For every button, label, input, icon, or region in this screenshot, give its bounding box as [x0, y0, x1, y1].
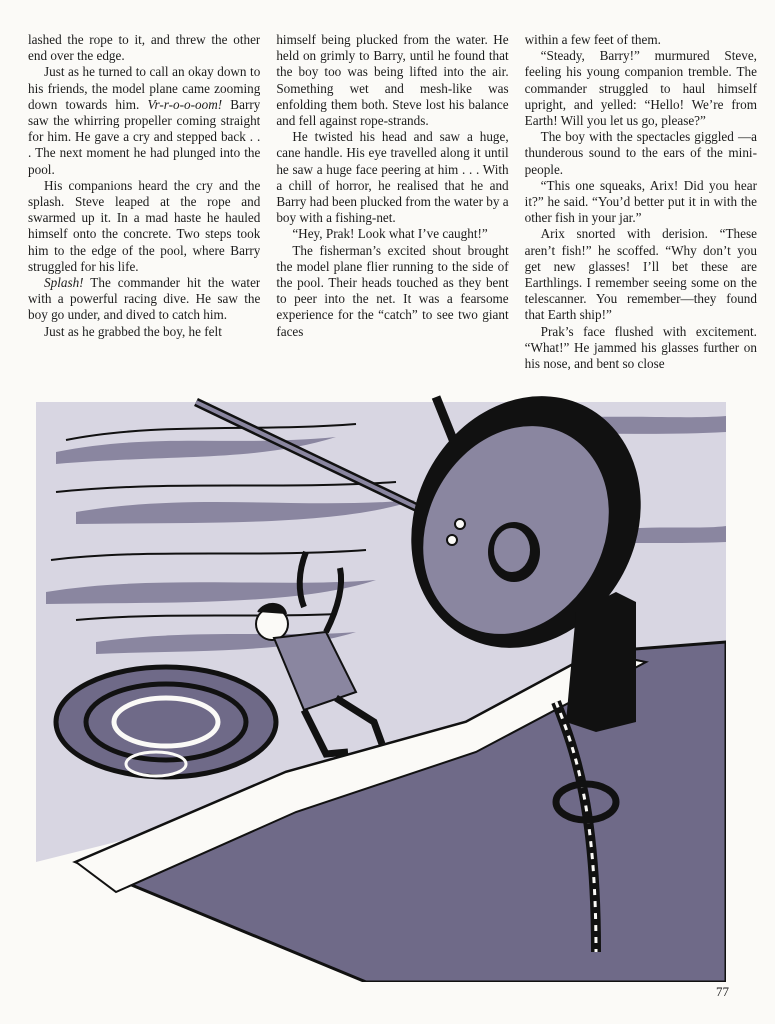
paragraph: Splash! The commander hit the water with a powerful racing dive. He saw the boy go under, and dived to catch him.	[28, 275, 261, 323]
paragraph: within a few feet of them.	[524, 32, 661, 47]
paragraph: The fisherman’s excited shout brought the model plane flier running to the side of the pool. Their heads touched as they bent to peer into the net. It was a fearsome experience for the “catch” to see two giant faces	[276, 242, 509, 339]
paragraph: Arix snorted with derision. “These aren’t fish!” he scoffed. “Why don’t you get new glasses! I’ll bet these are Earthlings. I remember seeing some on the telescanner. You remember—they found that Earth ship!”	[524, 226, 757, 323]
column-3	[525, 32, 757, 377]
paragraph: “Steady, Barry!” murmured Steve, feeling his young companion tremble. The commander struggled to haul himself upright, and yelled: “Hello! We’re from Earth! Will you let us go, please?”	[524, 48, 757, 129]
column-2	[276, 32, 508, 377]
paragraph: “This one squeaks, Arix! Did you hear it?” he said. “You’d better put it in with the other fish in your jar.”	[524, 177, 757, 226]
paragraph: himself being plucked from the water. He held on grimly to Barry, until he found that the boy too was being lifted into the air. Something wet and mesh-like was enfolding them both. Steve lost his balance and fell against rope-strands.	[276, 32, 509, 129]
paragraph: Just as he turned to call an okay down to his friends, the model plane came zooming down towards him. Vr-r-o-o-oom! Barry saw the whirring propeller coming straight for him. He gave a cry and stepped back . . . The next moment he had plunged into the pool.	[28, 64, 261, 177]
column-1	[28, 32, 260, 377]
paragraph: Just as he grabbed the boy, he felt	[44, 323, 222, 339]
illustration	[36, 392, 726, 982]
paragraph: His companions heard the cry and the splash. Steve leaped at the rope and swarmed up it. In a mad haste he hauled himself onto the concrete. Two steps took him to the edge of the pool, where Barry struggled for his life.	[28, 177, 261, 274]
paragraph: lashed the rope to it, and threw the other end over the edge.	[28, 32, 261, 64]
paragraph: “Hey, Prak! Look what I’ve caught!”	[292, 226, 488, 242]
emphasis: Vr-r-o-o-oom!	[147, 96, 223, 112]
splash-ripples	[56, 667, 276, 777]
page-number: 77	[716, 984, 729, 999]
paragraph: He twisted his head and saw a huge, cane handle. His eye travelled along it until he saw a huge face peering at him . . . With a chill of horror, he realised that he and Barry had been plucked from the water by a boy with a fishing-net.	[276, 129, 509, 226]
paragraph: Prak’s face flushed with excitement. “What!” He jammed his glasses further on his nose, and bent so close	[524, 323, 757, 372]
text-columns	[28, 32, 757, 377]
paragraph: The boy with the spectacles giggled —a thunderous sound to the ears of the mini-people.	[524, 129, 757, 177]
emphasis: Splash!	[44, 275, 84, 291]
